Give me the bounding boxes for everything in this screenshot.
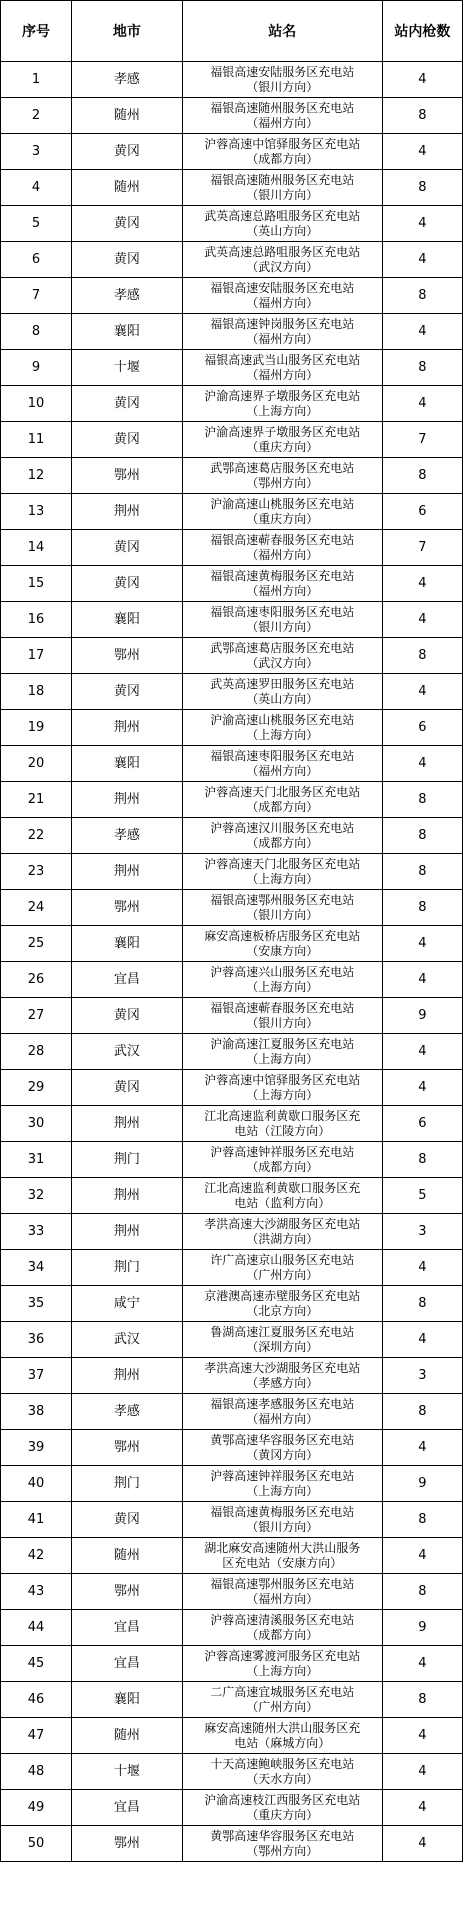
cell-no: 44 xyxy=(1,1610,72,1646)
cell-station: 武英高速总路咀服务区充电站 （英山方向） xyxy=(182,206,382,242)
table-header-row xyxy=(1,1,463,62)
cell-count: 8 xyxy=(382,1286,462,1322)
cell-city: 宜昌 xyxy=(72,1646,183,1682)
cell-city: 荆门 xyxy=(72,1250,183,1286)
cell-no: 40 xyxy=(1,1466,72,1502)
cell-station: 福银高速黄梅服务区充电站 （银川方向） xyxy=(182,1502,382,1538)
cell-no: 47 xyxy=(1,1718,72,1754)
table-row xyxy=(1,1394,463,1430)
cell-city: 随州 xyxy=(72,1538,183,1574)
table-row xyxy=(1,1214,463,1250)
cell-no: 26 xyxy=(1,962,72,998)
cell-city: 荆州 xyxy=(72,854,183,890)
cell-no: 17 xyxy=(1,638,72,674)
cell-city: 荆州 xyxy=(72,1178,183,1214)
cell-city: 荆州 xyxy=(72,1358,183,1394)
cell-city: 随州 xyxy=(72,98,183,134)
cell-count: 4 xyxy=(382,1538,462,1574)
cell-count: 4 xyxy=(382,62,462,98)
cell-no: 29 xyxy=(1,1070,72,1106)
cell-count: 6 xyxy=(382,710,462,746)
cell-station: 沪蓉高速天门北服务区充电站 （成都方向） xyxy=(182,782,382,818)
cell-no: 27 xyxy=(1,998,72,1034)
cell-station: 江北高速监利黄歇口服务区充 电站（监利方向） xyxy=(182,1178,382,1214)
cell-city: 武汉 xyxy=(72,1322,183,1358)
cell-station: 武鄂高速葛店服务区充电站 （武汉方向） xyxy=(182,638,382,674)
cell-city: 鄂州 xyxy=(72,890,183,926)
cell-no: 13 xyxy=(1,494,72,530)
header-count: 站内枪数 xyxy=(382,1,462,62)
table-row xyxy=(1,1466,463,1502)
cell-count: 8 xyxy=(382,1574,462,1610)
table-row xyxy=(1,1754,463,1790)
table-row xyxy=(1,566,463,602)
cell-no: 41 xyxy=(1,1502,72,1538)
cell-count: 9 xyxy=(382,998,462,1034)
cell-city: 襄阳 xyxy=(72,746,183,782)
cell-no: 10 xyxy=(1,386,72,422)
cell-no: 36 xyxy=(1,1322,72,1358)
cell-city: 黄冈 xyxy=(72,1502,183,1538)
cell-city: 宜昌 xyxy=(72,1610,183,1646)
cell-count: 4 xyxy=(382,242,462,278)
cell-station: 湖北麻安高速随州大洪山服务 区充电站（安康方向） xyxy=(182,1538,382,1574)
table-row xyxy=(1,98,463,134)
cell-city: 黄冈 xyxy=(72,530,183,566)
cell-city: 武汉 xyxy=(72,1034,183,1070)
cell-no: 11 xyxy=(1,422,72,458)
table-row xyxy=(1,1790,463,1826)
cell-city: 孝感 xyxy=(72,278,183,314)
table-row xyxy=(1,1682,463,1718)
cell-no: 28 xyxy=(1,1034,72,1070)
cell-count: 4 xyxy=(382,206,462,242)
header-no: 序号 xyxy=(1,1,72,62)
cell-no: 7 xyxy=(1,278,72,314)
cell-station: 沪渝高速枝江西服务区充电站 （重庆方向） xyxy=(182,1790,382,1826)
table-row xyxy=(1,1502,463,1538)
cell-count: 4 xyxy=(382,602,462,638)
cell-station: 福银高速武当山服务区充电站 （福州方向） xyxy=(182,350,382,386)
cell-count: 7 xyxy=(382,530,462,566)
cell-count: 8 xyxy=(382,98,462,134)
table-row xyxy=(1,1286,463,1322)
cell-station: 福银高速枣阳服务区充电站 （银川方向） xyxy=(182,602,382,638)
cell-station: 沪蓉高速钟祥服务区充电站 （成都方向） xyxy=(182,1142,382,1178)
table-row xyxy=(1,1826,463,1862)
table-row xyxy=(1,62,463,98)
cell-no: 35 xyxy=(1,1286,72,1322)
cell-count: 4 xyxy=(382,1646,462,1682)
cell-count: 4 xyxy=(382,1430,462,1466)
cell-no: 30 xyxy=(1,1106,72,1142)
cell-no: 12 xyxy=(1,458,72,494)
cell-no: 4 xyxy=(1,170,72,206)
cell-no: 18 xyxy=(1,674,72,710)
cell-city: 孝感 xyxy=(72,818,183,854)
cell-city: 黄冈 xyxy=(72,206,183,242)
cell-no: 49 xyxy=(1,1790,72,1826)
table-row xyxy=(1,278,463,314)
cell-city: 十堰 xyxy=(72,350,183,386)
cell-no: 24 xyxy=(1,890,72,926)
cell-station: 沪蓉高速兴山服务区充电站 （上海方向） xyxy=(182,962,382,998)
table-row xyxy=(1,1646,463,1682)
table-row xyxy=(1,854,463,890)
cell-city: 鄂州 xyxy=(72,1574,183,1610)
cell-no: 48 xyxy=(1,1754,72,1790)
table-row xyxy=(1,1322,463,1358)
cell-count: 4 xyxy=(382,314,462,350)
cell-count: 4 xyxy=(382,1826,462,1862)
table-row xyxy=(1,206,463,242)
cell-station: 沪渝高速界子墩服务区充电站 （重庆方向） xyxy=(182,422,382,458)
cell-no: 8 xyxy=(1,314,72,350)
cell-station: 沪蓉高速中馆驿服务区充电站 （成都方向） xyxy=(182,134,382,170)
cell-city: 襄阳 xyxy=(72,1682,183,1718)
table-row xyxy=(1,1178,463,1214)
cell-city: 黄冈 xyxy=(72,134,183,170)
cell-count: 6 xyxy=(382,1106,462,1142)
cell-count: 8 xyxy=(382,1502,462,1538)
table-row xyxy=(1,890,463,926)
cell-station: 江北高速监利黄歇口服务区充 电站（江陵方向） xyxy=(182,1106,382,1142)
cell-city: 咸宁 xyxy=(72,1286,183,1322)
cell-station: 福银高速孝感服务区充电站 （福州方向） xyxy=(182,1394,382,1430)
table-row xyxy=(1,1250,463,1286)
cell-count: 4 xyxy=(382,566,462,602)
cell-count: 4 xyxy=(382,1754,462,1790)
table-row xyxy=(1,1034,463,1070)
cell-no: 33 xyxy=(1,1214,72,1250)
cell-city: 随州 xyxy=(72,170,183,206)
cell-count: 8 xyxy=(382,278,462,314)
cell-station: 麻安高速随州大洪山服务区充 电站（麻城方向） xyxy=(182,1718,382,1754)
cell-city: 荆州 xyxy=(72,494,183,530)
cell-city: 宜昌 xyxy=(72,962,183,998)
cell-count: 8 xyxy=(382,638,462,674)
cell-city: 襄阳 xyxy=(72,314,183,350)
table-row xyxy=(1,962,463,998)
cell-no: 15 xyxy=(1,566,72,602)
table-row xyxy=(1,674,463,710)
cell-no: 2 xyxy=(1,98,72,134)
cell-city: 十堰 xyxy=(72,1754,183,1790)
table-row xyxy=(1,530,463,566)
cell-station: 福银高速枣阳服务区充电站 （福州方向） xyxy=(182,746,382,782)
cell-city: 荆门 xyxy=(72,1142,183,1178)
cell-count: 9 xyxy=(382,1466,462,1502)
cell-no: 21 xyxy=(1,782,72,818)
cell-station: 福银高速安陆服务区充电站 （银川方向） xyxy=(182,62,382,98)
cell-station: 黄鄂高速华容服务区充电站 （鄂州方向） xyxy=(182,1826,382,1862)
table-row xyxy=(1,926,463,962)
header-station: 站名 xyxy=(182,1,382,62)
cell-count: 6 xyxy=(382,494,462,530)
cell-no: 3 xyxy=(1,134,72,170)
table-row xyxy=(1,422,463,458)
cell-station: 沪蓉高速钟祥服务区充电站 （上海方向） xyxy=(182,1466,382,1502)
cell-station: 黄鄂高速华容服务区充电站 （黄冈方向） xyxy=(182,1430,382,1466)
cell-count: 7 xyxy=(382,422,462,458)
cell-station: 沪蓉高速清溪服务区充电站 （成都方向） xyxy=(182,1610,382,1646)
cell-count: 8 xyxy=(382,1394,462,1430)
cell-station: 福银高速随州服务区充电站 （福州方向） xyxy=(182,98,382,134)
table-row xyxy=(1,350,463,386)
cell-station: 沪渝高速江夏服务区充电站 （上海方向） xyxy=(182,1034,382,1070)
cell-station: 福银高速黄梅服务区充电站 （福州方向） xyxy=(182,566,382,602)
table-row xyxy=(1,1142,463,1178)
cell-station: 沪渝高速山桃服务区充电站 （重庆方向） xyxy=(182,494,382,530)
cell-station: 孝洪高速大沙湖服务区充电站 （洪湖方向） xyxy=(182,1214,382,1250)
cell-count: 8 xyxy=(382,1682,462,1718)
cell-count: 4 xyxy=(382,746,462,782)
cell-city: 荆州 xyxy=(72,1214,183,1250)
cell-count: 5 xyxy=(382,1178,462,1214)
cell-city: 荆州 xyxy=(72,782,183,818)
table-row xyxy=(1,494,463,530)
cell-no: 9 xyxy=(1,350,72,386)
cell-station: 武英高速总路咀服务区充电站 （武汉方向） xyxy=(182,242,382,278)
cell-city: 鄂州 xyxy=(72,1826,183,1862)
cell-count: 8 xyxy=(382,890,462,926)
cell-station: 麻安高速板桥店服务区充电站 （安康方向） xyxy=(182,926,382,962)
cell-no: 31 xyxy=(1,1142,72,1178)
cell-no: 14 xyxy=(1,530,72,566)
table-row xyxy=(1,638,463,674)
cell-city: 黄冈 xyxy=(72,422,183,458)
table-row xyxy=(1,602,463,638)
cell-city: 随州 xyxy=(72,1718,183,1754)
cell-no: 1 xyxy=(1,62,72,98)
cell-no: 20 xyxy=(1,746,72,782)
cell-city: 黄冈 xyxy=(72,386,183,422)
cell-station: 福银高速蕲春服务区充电站 （福州方向） xyxy=(182,530,382,566)
cell-count: 8 xyxy=(382,350,462,386)
cell-count: 4 xyxy=(382,1070,462,1106)
table-row xyxy=(1,242,463,278)
table-row xyxy=(1,782,463,818)
cell-station: 武鄂高速葛店服务区充电站 （鄂州方向） xyxy=(182,458,382,494)
cell-station: 沪蓉高速天门北服务区充电站 （上海方向） xyxy=(182,854,382,890)
cell-no: 46 xyxy=(1,1682,72,1718)
table-row xyxy=(1,818,463,854)
cell-city: 孝感 xyxy=(72,1394,183,1430)
cell-no: 25 xyxy=(1,926,72,962)
cell-count: 8 xyxy=(382,458,462,494)
cell-city: 黄冈 xyxy=(72,1070,183,1106)
cell-no: 16 xyxy=(1,602,72,638)
cell-station: 二广高速宜城服务区充电站 （广州方向） xyxy=(182,1682,382,1718)
table-row xyxy=(1,134,463,170)
cell-count: 4 xyxy=(382,926,462,962)
cell-count: 4 xyxy=(382,134,462,170)
cell-city: 荆州 xyxy=(72,710,183,746)
cell-count: 8 xyxy=(382,782,462,818)
cell-count: 8 xyxy=(382,170,462,206)
cell-station: 沪渝高速界子墩服务区充电站 （上海方向） xyxy=(182,386,382,422)
table-row xyxy=(1,1358,463,1394)
cell-station: 京港澳高速赤壁服务区充电站 （北京方向） xyxy=(182,1286,382,1322)
cell-count: 9 xyxy=(382,1610,462,1646)
cell-count: 4 xyxy=(382,1790,462,1826)
cell-no: 23 xyxy=(1,854,72,890)
cell-station: 十天高速鲍峡服务区充电站 （天水方向） xyxy=(182,1754,382,1790)
cell-station: 许广高速京山服务区充电站 （广州方向） xyxy=(182,1250,382,1286)
cell-city: 黄冈 xyxy=(72,998,183,1034)
cell-no: 39 xyxy=(1,1430,72,1466)
cell-station: 福银高速安陆服务区充电站 （福州方向） xyxy=(182,278,382,314)
cell-count: 3 xyxy=(382,1358,462,1394)
table-row xyxy=(1,1106,463,1142)
cell-city: 鄂州 xyxy=(72,1430,183,1466)
cell-no: 34 xyxy=(1,1250,72,1286)
cell-station: 鲁湖高速江夏服务区充电站 （深圳方向） xyxy=(182,1322,382,1358)
cell-city: 宜昌 xyxy=(72,1790,183,1826)
cell-station: 福银高速随州服务区充电站 （银川方向） xyxy=(182,170,382,206)
cell-station: 沪渝高速山桃服务区充电站 （上海方向） xyxy=(182,710,382,746)
cell-city: 襄阳 xyxy=(72,926,183,962)
cell-no: 32 xyxy=(1,1178,72,1214)
table-row xyxy=(1,1070,463,1106)
table-row xyxy=(1,386,463,422)
cell-count: 4 xyxy=(382,1250,462,1286)
cell-no: 43 xyxy=(1,1574,72,1610)
table-row xyxy=(1,710,463,746)
cell-count: 4 xyxy=(382,1034,462,1070)
cell-count: 3 xyxy=(382,1214,462,1250)
cell-no: 19 xyxy=(1,710,72,746)
table-row xyxy=(1,170,463,206)
cell-count: 8 xyxy=(382,1142,462,1178)
cell-station: 福银高速蕲春服务区充电站 （银川方向） xyxy=(182,998,382,1034)
cell-station: 福银高速鄂州服务区充电站 （福州方向） xyxy=(182,1574,382,1610)
cell-no: 42 xyxy=(1,1538,72,1574)
cell-no: 38 xyxy=(1,1394,72,1430)
cell-count: 4 xyxy=(382,386,462,422)
cell-count: 8 xyxy=(382,854,462,890)
cell-city: 荆门 xyxy=(72,1466,183,1502)
table-row xyxy=(1,1610,463,1646)
cell-station: 孝洪高速大沙湖服务区充电站 （孝感方向） xyxy=(182,1358,382,1394)
table-row xyxy=(1,458,463,494)
cell-city: 鄂州 xyxy=(72,458,183,494)
header-city: 地市 xyxy=(72,1,183,62)
cell-no: 6 xyxy=(1,242,72,278)
cell-no: 22 xyxy=(1,818,72,854)
cell-station: 武英高速罗田服务区充电站 （英山方向） xyxy=(182,674,382,710)
table-row xyxy=(1,1538,463,1574)
cell-count: 4 xyxy=(382,962,462,998)
cell-count: 4 xyxy=(382,674,462,710)
cell-city: 荆州 xyxy=(72,1106,183,1142)
cell-city: 黄冈 xyxy=(72,566,183,602)
cell-station: 沪蓉高速雾渡河服务区充电站 （上海方向） xyxy=(182,1646,382,1682)
cell-no: 5 xyxy=(1,206,72,242)
cell-city: 孝感 xyxy=(72,62,183,98)
cell-station: 福银高速钟岗服务区充电站 （福州方向） xyxy=(182,314,382,350)
cell-city: 黄冈 xyxy=(72,242,183,278)
table-row xyxy=(1,314,463,350)
cell-count: 8 xyxy=(382,818,462,854)
cell-station: 福银高速鄂州服务区充电站 （银川方向） xyxy=(182,890,382,926)
cell-no: 45 xyxy=(1,1646,72,1682)
cell-city: 襄阳 xyxy=(72,602,183,638)
cell-station: 沪蓉高速汉川服务区充电站 （成都方向） xyxy=(182,818,382,854)
table-row xyxy=(1,1574,463,1610)
cell-no: 37 xyxy=(1,1358,72,1394)
table-row xyxy=(1,998,463,1034)
cell-station: 沪蓉高速中馆驿服务区充电站 （上海方向） xyxy=(182,1070,382,1106)
cell-count: 4 xyxy=(382,1718,462,1754)
table-row xyxy=(1,1718,463,1754)
cell-no: 50 xyxy=(1,1826,72,1862)
cell-city: 黄冈 xyxy=(72,674,183,710)
table-row xyxy=(1,1430,463,1466)
cell-city: 鄂州 xyxy=(72,638,183,674)
table-row xyxy=(1,746,463,782)
cell-count: 4 xyxy=(382,1322,462,1358)
